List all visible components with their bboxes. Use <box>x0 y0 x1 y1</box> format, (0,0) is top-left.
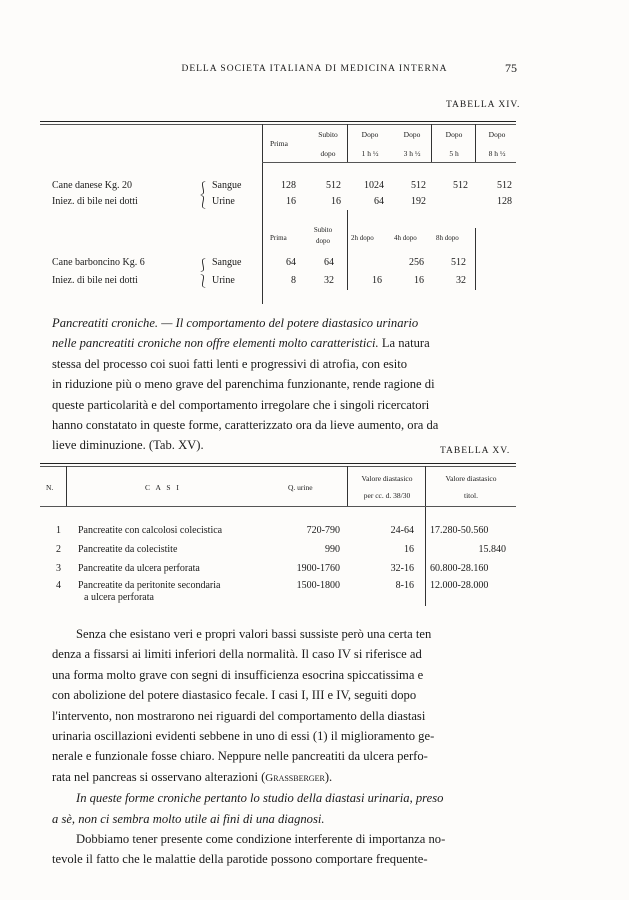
text-line-italic: In queste forme croniche pertanto lo studio della diastasi urinaria, preso <box>76 791 444 806</box>
th-prima: Prima <box>270 139 288 148</box>
brace-symbol: ⎰ <box>197 181 210 195</box>
table-cell: 64 <box>374 196 384 207</box>
table-cell: 512 <box>326 180 341 191</box>
table-14-col-divider <box>475 228 476 290</box>
brace-symbol: ⎱ <box>197 274 210 288</box>
case2-sample-urine: Urine <box>212 275 235 286</box>
text-line: una forma molto grave con segni di insufficienza esocrina spiccatissima e <box>52 667 424 682</box>
table-cell: 16 <box>331 196 341 207</box>
paragraph-body <box>52 624 514 870</box>
running-head: DELLA SOCIETA ITALIANA DI MEDICINA INTERNA <box>181 64 448 74</box>
case1-sample-urine: Urine <box>212 196 235 207</box>
case2-subject: Cane barboncino Kg. 6 <box>52 257 145 268</box>
text-line: nerale e funzionale fosse chiaro. Neppure nelle pancreatiti da ulcera perfo- <box>52 749 428 764</box>
text-run: rata nel pancreas si osservano alterazioni ( <box>52 769 266 784</box>
th-titol: titol. <box>464 491 478 500</box>
th2-2h-dopo: 2h dopo <box>351 234 374 242</box>
th-n: N. <box>46 483 54 492</box>
table-15-col-divider <box>347 466 348 506</box>
section-heading-italic: Pancreatiti croniche. — Il comportamento del potere diastasico urinario <box>52 316 419 330</box>
th2-dopo: dopo <box>316 237 330 245</box>
table-cell: 512 <box>451 257 466 268</box>
th-valore-diastasico: Valore diastasico <box>361 474 413 483</box>
row-q-urine: 990 <box>325 544 340 555</box>
case1-sample-blood: Sangue <box>212 180 242 191</box>
th-dopo: dopo <box>320 149 336 158</box>
row-number: 2 <box>56 544 61 555</box>
th-per-cc: per cc. d. 38/30 <box>363 491 411 500</box>
table-15-col-divider <box>425 466 426 606</box>
table-15-header-rule <box>40 506 516 507</box>
row-valore: 8-16 <box>395 580 414 591</box>
row-case-cont: a ulcera perforata <box>84 592 154 603</box>
th2-prima: Prima <box>270 234 287 242</box>
row-valore-titol: 60.800-28.160 <box>430 563 489 574</box>
th2-4h-dopo: 4h dopo <box>394 234 417 242</box>
row-case: Pancreatite da colecistite <box>78 544 178 555</box>
row-valore: 32-16 <box>390 563 414 574</box>
table-14-header-rule <box>262 162 516 163</box>
th-subito: Subito <box>318 130 338 139</box>
th-8h-half: 8 h ½ <box>488 149 506 158</box>
brace-symbol: ⎱ <box>197 195 210 209</box>
case1-subject: Cane danese Kg. 20 <box>52 180 132 191</box>
th-5h: 5 h <box>449 149 459 158</box>
table-cell: 1024 <box>364 180 384 191</box>
table-cell: 16 <box>414 275 424 286</box>
row-valore: 24-64 <box>390 525 414 536</box>
row-number: 3 <box>56 563 61 574</box>
th-3h-half: 3 h ½ <box>403 149 421 158</box>
table-cell: 32 <box>324 275 334 286</box>
table-14-top-rule <box>40 121 516 122</box>
text-line: stessa del processo coi suoi fatti lenti e progressivi di atrofia, con esito <box>52 356 407 371</box>
table-cell: 64 <box>286 257 296 268</box>
text-line: Dobbiamo tener presente come condizione interferente di importanza no- <box>76 832 446 847</box>
table-15-col-divider <box>66 466 67 506</box>
row-number: 1 <box>56 525 61 536</box>
text-line: denza a fissarsi ai limiti inferiori della normalità. Il caso IV si riferisce ad <box>52 647 422 662</box>
row-valore-titol: 12.000-28.000 <box>430 580 489 591</box>
table-14-top-rule-2 <box>40 124 516 125</box>
brace-symbol: ⎰ <box>197 258 210 272</box>
th-valore-titol: Valore diastasico <box>445 474 497 483</box>
case1-procedure: Iniez. di bile nei dotti <box>52 196 138 207</box>
case2-procedure: Iniez. di bile nei dotti <box>52 275 138 286</box>
text-line: in riduzione più o meno grave del parenchima funzionante, rende ragione di <box>52 377 435 392</box>
table-cell: 128 <box>281 180 296 191</box>
row-case: Pancreatite con calcolosi colecistica <box>78 525 223 536</box>
th2-8h-dopo: 8h dopo <box>436 234 459 242</box>
table-cell: 512 <box>453 180 468 191</box>
text-line-italic: a sè, non ci sembra molto utile ai fini di una diagnosi. <box>52 811 325 826</box>
table-cell: 128 <box>497 196 512 207</box>
row-q-urine: 1900-1760 <box>296 563 340 574</box>
th-dopo-5h: Dopo <box>445 130 463 139</box>
th-casi: C A S I <box>145 483 181 492</box>
text-line: queste particolarità e del comportamento irregolare che i singoli ricercatori <box>52 397 430 412</box>
table-cell: 16 <box>286 196 296 207</box>
table-14-col-divider <box>475 124 476 162</box>
case2-sample-blood: Sangue <box>212 257 242 268</box>
row-case: Pancreatite da ulcera perforata <box>78 563 200 574</box>
th-1h-half: 1 h ½ <box>361 149 379 158</box>
text-line: urinaria oscillazioni evidenti sebbene in uno di essi (1) il miglioramento ge- <box>52 729 435 744</box>
page-number: 75 <box>505 61 517 75</box>
text-run: ). <box>324 769 333 784</box>
table-15-top-rule-2 <box>40 466 516 467</box>
text-line: Senza che esistano veri e propri valori bassi sussiste però una certa ten <box>76 627 432 641</box>
row-valore-titol: 17.280-50.560 <box>430 525 489 536</box>
paragraph-pancreatiti-croniche <box>52 313 514 456</box>
row-valore: 16 <box>404 544 414 555</box>
th2-subito: Subito <box>313 226 333 234</box>
table-cell: 192 <box>411 196 426 207</box>
table-cell: 32 <box>456 275 466 286</box>
table-cell: 64 <box>324 257 334 268</box>
table-15-top-rule <box>40 463 516 464</box>
th-q-urine: Q. urine <box>288 483 313 492</box>
citation-author: Grassberger <box>265 771 325 784</box>
text-run: La natura <box>378 336 430 351</box>
text-line: hanno constatato in queste forme, caratterizzato ora da lieve aumento, ora da <box>52 418 439 433</box>
table-cell: 8 <box>291 275 296 286</box>
table-cell: 512 <box>411 180 426 191</box>
th-dopo-1h: Dopo <box>361 130 379 139</box>
text-line: l'intervento, non mostrarono nei riguardi del comportamento della diastasi <box>52 708 426 723</box>
text-line: lieve diminuzione. (Tab. XV). <box>52 438 204 453</box>
row-number: 4 <box>56 580 61 591</box>
text-line: tevole il fatto che le malattie della parotide possono comportare frequente- <box>52 852 428 867</box>
section-heading-italic-2: nelle pancreatiti croniche non offre elementi molto caratteristici. <box>52 336 379 351</box>
table-14-label: TABELLA XIV. <box>446 100 521 110</box>
th-dopo-8h: Dopo <box>488 130 506 139</box>
table-cell: 16 <box>372 275 382 286</box>
table-cell: 256 <box>409 257 424 268</box>
table-15-label: TABELLA XV. <box>440 446 511 456</box>
row-case: Pancreatite da peritonite secondaria <box>78 580 221 591</box>
table-cell: 512 <box>497 180 512 191</box>
th-dopo-3h: Dopo <box>403 130 421 139</box>
text-line: con abolizione del potere diastasico fecale. I casi I, III e IV, seguiti dopo <box>52 688 417 703</box>
row-q-urine: 720-790 <box>306 525 340 536</box>
row-valore-titol: 15.840 <box>478 544 506 555</box>
row-q-urine: 1500-1800 <box>296 580 340 591</box>
